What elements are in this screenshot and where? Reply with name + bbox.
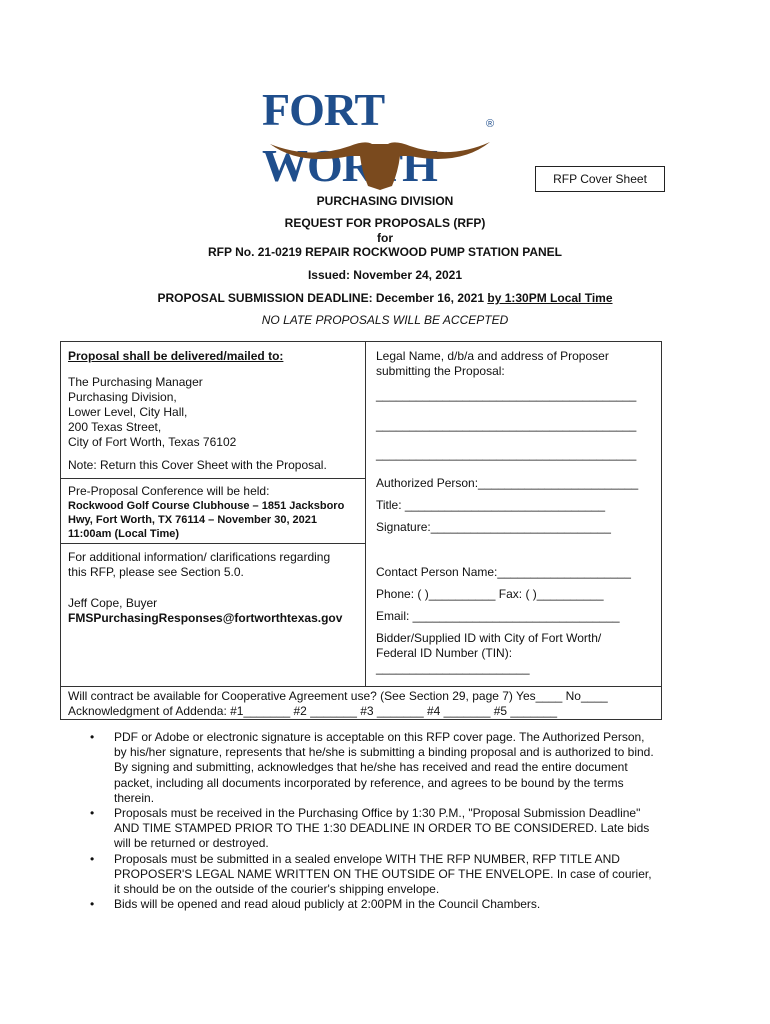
address-line: Purchasing Division, xyxy=(68,390,177,404)
legal-name-line: submitting the Proposal: xyxy=(376,364,505,378)
addenda-line[interactable]: Acknowledgment of Addenda: #1_______ #2 _______ #3 _______ #4 _______ #5 _______ xyxy=(68,704,558,718)
info-line: this RFP, please see Section 5.0. xyxy=(68,565,244,579)
registered-mark: ® xyxy=(486,118,495,130)
signature-field[interactable]: Signature:___________________________ xyxy=(376,520,611,534)
conference-line: 11:00am (Local Time) xyxy=(68,528,180,540)
email-field[interactable]: Email: _______________________________ xyxy=(376,609,620,623)
tin-field[interactable]: _______________________ xyxy=(376,661,530,675)
conference-heading: Pre-Proposal Conference will be held: xyxy=(68,484,270,498)
purchasing-address xyxy=(68,375,236,450)
issued-date: Issued: November 24, 2021 xyxy=(307,268,463,282)
legal-name-field-1[interactable]: _______________________________________ xyxy=(376,388,637,402)
buyer-email: FMSPurchasingResponses@fortworthtexas.gov xyxy=(68,611,343,625)
deadline-time: by 1:30PM Local Time xyxy=(487,291,613,305)
list-item: • Proposals must be received in the Purchasing Office by 1:30 P.M., "Proposal Submission Deadline" AND TIME STAMPED PRIOR TO THE 1:30 DEADLINE IN ORDER TO BE CONSIDERED. Late bids will be returned or destroyed. xyxy=(90,806,650,851)
column-divider xyxy=(365,341,366,686)
legal-name-field-2[interactable]: _______________________________________ xyxy=(376,418,637,432)
additional-info xyxy=(68,550,330,580)
instructions-list xyxy=(90,730,660,912)
for-text: for xyxy=(377,231,393,245)
left-divider-2 xyxy=(60,543,365,544)
address-line: 200 Texas Street, xyxy=(68,420,162,434)
contact-person-field[interactable]: Contact Person Name:____________________ xyxy=(376,565,631,579)
title-field[interactable]: Title: ______________________________ xyxy=(376,498,606,512)
rfp-number: RFP No. 21-0219 REPAIR ROCKWOOD PUMP STATION PANEL xyxy=(207,245,563,259)
bidder-id-label xyxy=(376,631,601,661)
legal-name-label xyxy=(376,349,609,379)
division-heading: PURCHASING DIVISION xyxy=(316,194,454,208)
legal-name-field-3[interactable]: _______________________________________ xyxy=(376,447,637,461)
conference-line: Rockwood Golf Course Clubhouse – 1851 Jacksboro xyxy=(68,500,345,512)
conference-line: Hwy, Fort Worth, TX 76114 – November 30, 2021 xyxy=(68,514,318,526)
return-note: Note: Return this Cover Sheet with the Proposal. xyxy=(68,458,327,472)
legal-name-line: Legal Name, d/b/a and address of Proposer xyxy=(376,349,609,363)
fort-worth-logo xyxy=(250,82,510,192)
list-item: • Bids will be opened and read aloud publicly at 2:00PM in the Council Chambers. xyxy=(90,897,541,912)
deadline-line xyxy=(0,291,770,305)
cooperative-agreement-line[interactable]: Will contract be available for Cooperative Agreement use? (See Section 29, page 7) Yes____ No____ xyxy=(68,689,608,703)
address-line: Lower Level, City Hall, xyxy=(68,405,188,419)
address-line: The Purchasing Manager xyxy=(68,375,203,389)
bullet-text: Proposals must be received in the Purchasing Office by 1:30 P.M., "Proposal Submission Deadline" AND TIME STAMPED PRIOR TO THE 1:30 DEADLINE IN ORDER TO BE CONSIDERED. Late bids will be returned or destroyed. xyxy=(114,806,650,851)
buyer-name: Jeff Cope, Buyer xyxy=(68,596,158,610)
bullet-text: Bids will be opened and read aloud publicly at 2:00PM in the Council Chambers. xyxy=(114,897,541,912)
bullet-text: Proposals must be submitted in a sealed envelope WITH THE RFP NUMBER, RFP TITLE AND PROPOSER'S LEGAL NAME WRITTEN ON THE OUTSIDE OF THE ENVELOPE. In case of courier, it should be on the outside of the courier's shipping envelope. xyxy=(114,851,652,897)
bidder-id-line: Bidder/Supplied ID with City of Fort Worth/ xyxy=(376,631,602,645)
deadline-text: PROPOSAL SUBMISSION DEADLINE: December 16, 2021 xyxy=(157,291,485,305)
bidder-id-line: Federal ID Number (TIN): xyxy=(376,646,513,660)
logo-wordmark: FORT WORTH xyxy=(262,84,437,191)
bullet-text: PDF or Adobe or electronic signature is acceptable on this RFP cover page. The Authorized Person, by his/her signature, represents that he/she is submitting a binding proposal and is authorized to bind. By signing and submitting, acknowledges that he/she has received and read the entire document packet, including all documents incorporated by reference, and agrees to be bound by the terms therein. xyxy=(114,730,654,805)
no-late-notice: NO LATE PROPOSALS WILL BE ACCEPTED xyxy=(261,313,509,327)
authorized-person-field[interactable]: Authorized Person:________________________ xyxy=(376,476,639,490)
table-divider xyxy=(60,686,661,687)
phone-fax-field[interactable]: Phone: ( )__________ Fax: ( )__________ xyxy=(376,587,604,601)
info-line: For additional information/ clarifications regarding xyxy=(68,550,331,564)
left-divider-1 xyxy=(60,478,365,479)
longhorn-icon xyxy=(250,82,510,192)
address-line: City of Fort Worth, Texas 76102 xyxy=(68,435,237,449)
deliver-heading: Proposal shall be delivered/mailed to: xyxy=(68,349,284,363)
conference-details xyxy=(68,499,344,541)
list-item: • Proposals must be submitted in a sealed envelope WITH THE RFP NUMBER, RFP TITLE AND PROPOSER'S LEGAL NAME WRITTEN ON THE OUTSIDE OF THE ENVELOPE. In case of courier, it should be on the outside of the courier's shipping envelope. xyxy=(90,851,652,897)
rfp-cover-sheet-label: RFP Cover Sheet xyxy=(535,166,665,192)
list-item: • PDF or Adobe or electronic signature is acceptable on this RFP cover page. The Authorized Person, by his/her signature, represents that he/she is submitting a binding proposal and is authorized to bind. By signing and submitting, acknowledges that he/she has received and read the entire document packet, including all documents incorporated by reference, and agrees to be bound by the terms therein. xyxy=(90,730,654,805)
rfp-heading: REQUEST FOR PROPOSALS (RFP) xyxy=(284,216,486,230)
